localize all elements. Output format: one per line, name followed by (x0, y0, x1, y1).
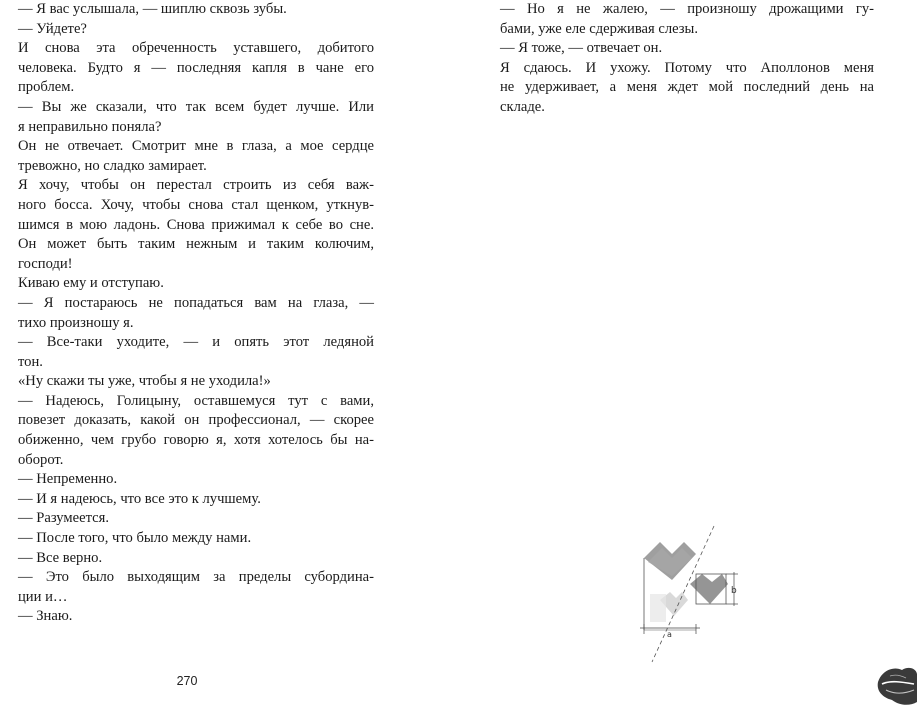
text-line: обиженно, чем грубо говорю я, хотя хотелось бы на- (18, 432, 374, 449)
text-line: ции и… (18, 588, 68, 605)
text-line: «Ну скажи ты уже, чтобы я не уходила!» (18, 373, 271, 390)
text-line: тревожно, но сладко замирает. (18, 157, 207, 174)
text-line: — Я тоже, — отвечает он. (500, 40, 663, 57)
text-line: бами, уже еле сдерживая слезы. (500, 20, 698, 37)
text-line: — Вы же сказали, что так всем будет лучше. Или (18, 98, 374, 115)
text-line: повезет доказать, какой он профессионал, — скорее (18, 412, 374, 429)
text-line: не удерживает, а меня ждет мой последний день на (500, 79, 874, 96)
dimension-label-b: b (731, 586, 737, 596)
text-line: Он может быть таким нежным и таким колючим, (18, 236, 374, 253)
text-line: — Я постараюсь не попадаться вам на глаза, — (18, 294, 374, 311)
text-line: Он не отвечает. Смотрит мне в глаза, а мое сердце (18, 138, 374, 155)
text-line: — Надеюсь, Голицыну, оставшемуся тут с вами, (18, 392, 374, 409)
text-line: — Знаю. (18, 608, 73, 625)
text-line: — После того, что было между нами. (18, 530, 252, 547)
lips-icon (872, 660, 917, 710)
text-line: Я хочу, чтобы он перестал строить из себя важ- (18, 177, 374, 194)
text-line: — Все верно. (18, 549, 103, 566)
text-line: Я сдаюсь. И ухожу. Потому что Аполлонов меня (500, 59, 874, 76)
text-line: — Все-таки уходите, — и опять этот ледяной (18, 334, 374, 351)
text-line: господи! (18, 255, 73, 272)
page-number: 270 (176, 674, 198, 688)
text-line: я неправильно поняла? (18, 118, 162, 135)
text-line: оборот. (18, 451, 64, 468)
text-line: И снова эта обреченность уставшего, добитого (18, 40, 374, 57)
text-line: Киваю ему и отступаю. (18, 275, 164, 292)
text-line: — Это было выходящим за пределы субордина- (18, 569, 374, 586)
dimension-label-a: a (667, 630, 672, 639)
text-line: — Я вас услышала, — шиплю сквозь зубы. (18, 1, 287, 17)
left-page (18, 0, 374, 627)
left-page-text (18, 0, 374, 627)
text-line: — Непременно. (18, 471, 118, 488)
right-page (500, 0, 874, 118)
text-line: тихо произношу я. (18, 314, 134, 331)
text-line: складе. (500, 98, 545, 115)
text-line: проблем. (18, 79, 75, 96)
text-line: — Но я не жалею, — произношу дрожащими гу- (500, 1, 874, 17)
text-line: тон. (18, 353, 43, 370)
text-line: шимся в мою ладонь. Снова прижимал к себе во сне. (18, 216, 374, 233)
right-page-text (500, 0, 874, 118)
text-line: — Разумеется. (18, 510, 109, 527)
text-line: — И я надеюсь, что все это к лучшему. (18, 490, 261, 507)
text-line: ного босса. Хочу, чтобы снова стал щенком, уткнув- (18, 196, 374, 213)
hearts-sketch-icon (630, 522, 760, 664)
text-line: — Уйдете? (18, 20, 87, 37)
text-line: человека. Будто я — последняя капля в чане его (18, 59, 374, 76)
